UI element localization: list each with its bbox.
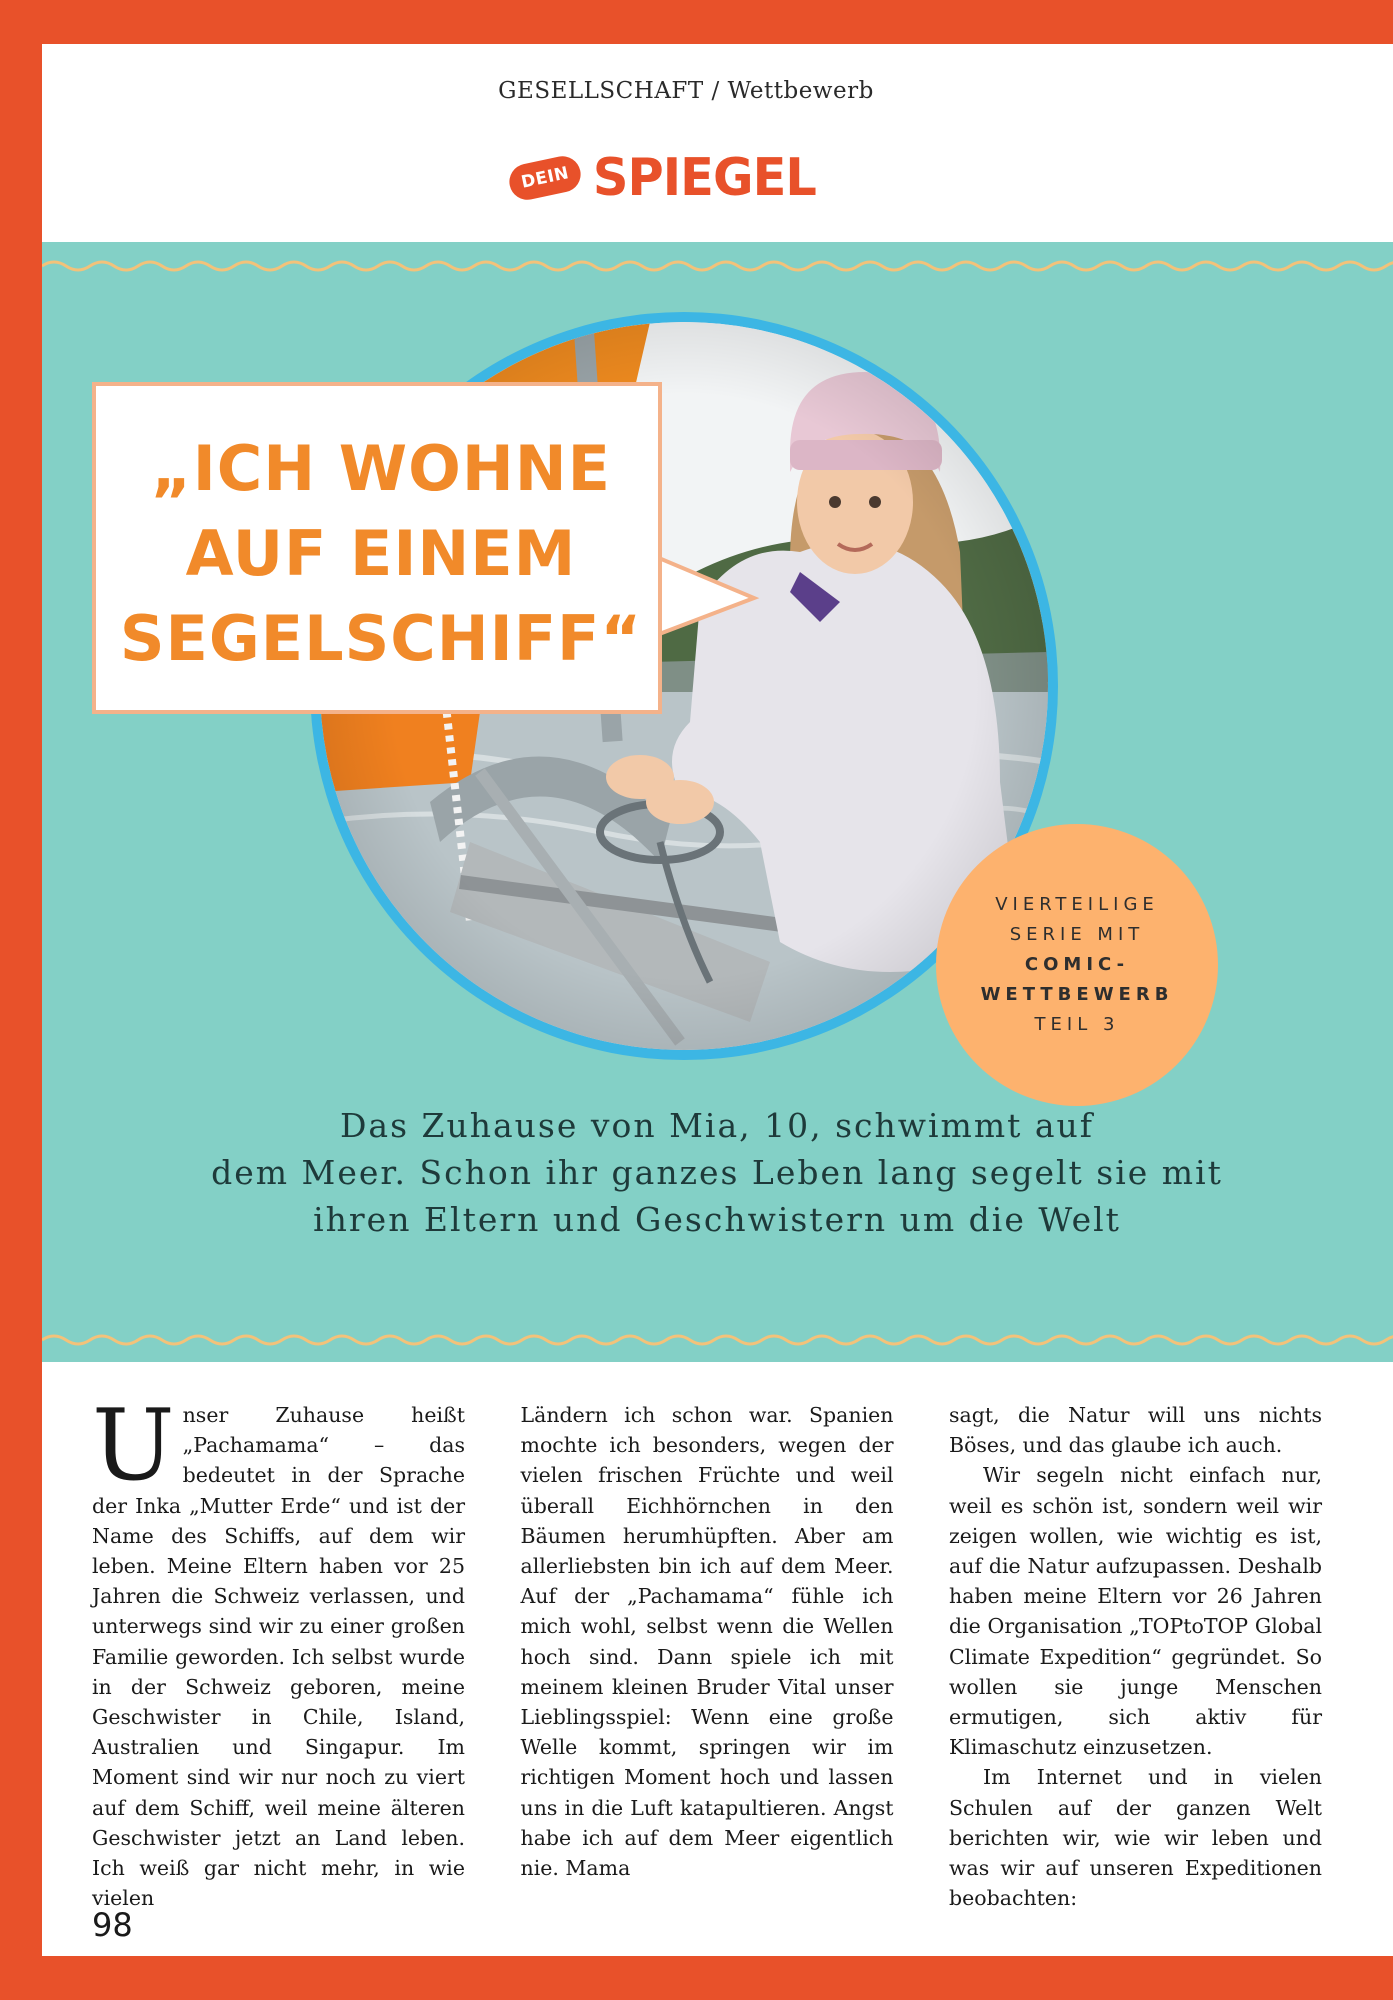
article-column-3: [949, 1400, 1322, 1911]
column-paragraph: Im Internet und in vielen Schulen auf der ganzen Welt berichten wir, wie wir leben und was wir auf unseren Expeditionen beobachten:: [949, 1765, 1322, 1911]
logo-word: SPIEGEL: [593, 148, 817, 208]
drop-cap: U: [92, 1389, 175, 1503]
wave-divider-top: [42, 258, 1393, 274]
hero-section: [42, 242, 1393, 1362]
column-paragraph: Wir segeln nicht einfach nur, weil es schön ist, sondern weil wir zeigen wollen, wie wichtig es ist, auf die Natur aufzupassen. Deshalb haben meine Eltern vor 26 Jahren die Organisation „TOPtoTOP Global Climate Expedition“ gegründet. So wollen sie junge Menschen ermutigen, sich aktiv für Klimaschutz einzusetzen.: [949, 1463, 1322, 1760]
badge-line: WETTBEWERB: [980, 984, 1174, 1005]
speech-bubble-tail: [654, 552, 764, 652]
badge-line: COMIC-: [1024, 954, 1130, 975]
badge-line: VIERTEILIGE: [995, 894, 1159, 915]
lead-text: [142, 1102, 1292, 1243]
logo-pill: DEIN: [506, 153, 584, 203]
headline-line: „ICH WOHNE: [150, 432, 611, 505]
lead-line: ihren Eltern und Geschwistern um die Welt: [313, 1200, 1121, 1239]
page-number: 98: [92, 1906, 133, 1944]
article-column-1: [92, 1389, 465, 1911]
badge-line: SERIE MIT: [1009, 924, 1145, 945]
headline-line: AUF EINEM: [185, 517, 577, 590]
article-column-2: [520, 1400, 894, 1881]
lead-line: dem Meer. Schon ihr ganzes Leben lang segelt sie mit: [211, 1153, 1223, 1192]
magazine-page: [42, 44, 1393, 1956]
headline-line: SEGELSCHIFF“: [119, 602, 643, 675]
wave-divider-bottom: [42, 1332, 1393, 1348]
headline: [96, 426, 666, 681]
headline-speech-bubble: [92, 382, 662, 714]
article-body: [92, 1389, 1322, 1911]
lead-line: Das Zuhause von Mia, 10, schwimmt auf: [339, 1106, 1095, 1145]
section-kicker: GESELLSCHAFT / Wettbewerb: [498, 78, 874, 104]
column-text: nser Zuhause heißt „Pachamama“ – das bedeutet in der Sprache der Inka „Mutter Erde“ und ist der Name des Schiffs, auf dem wir leben. Meine Eltern haben vor 25 Jahren die Schweiz verlassen, und unterwegs sind wir zu einer großen Familie geworden. Ich selbst wurde in der Schweiz geboren, meine Geschwister in Chile, Island, Australien und Singapur. Im Moment sind wir nur noch zu viert auf dem Schiff, weil meine älteren Geschwister jetzt an Land leben. Ich weiß gar nicht mehr, in wie vielen: [92, 1403, 465, 1911]
series-badge: [936, 824, 1218, 1106]
column-paragraph: sagt, die Natur will uns nichts Böses, und das glaube ich auch.: [949, 1403, 1322, 1458]
dein-spiegel-logo: [509, 148, 822, 208]
column-text: Ländern ich schon war. Spanien mochte ich besonders, wegen der vielen frischen Früchte und weil überall Eichhörnchen in den Bäumen herumhüpften. Aber am allerliebsten bin ich auf dem Meer. Auf der „Pachamama“ fühle ich mich wohl, selbst wenn die Wellen hoch sind. Dann spiele ich mit meinem kleinen Bruder Vital unser Lieblingsspiel: Wenn eine große Welle kommt, springen wir im richtigen Moment hoch und lassen uns in die Luft katapultieren. Angst habe ich auf dem Meer eigentlich nie. Mama: [520, 1403, 894, 1881]
badge-line: TEIL 3: [1034, 1014, 1120, 1035]
